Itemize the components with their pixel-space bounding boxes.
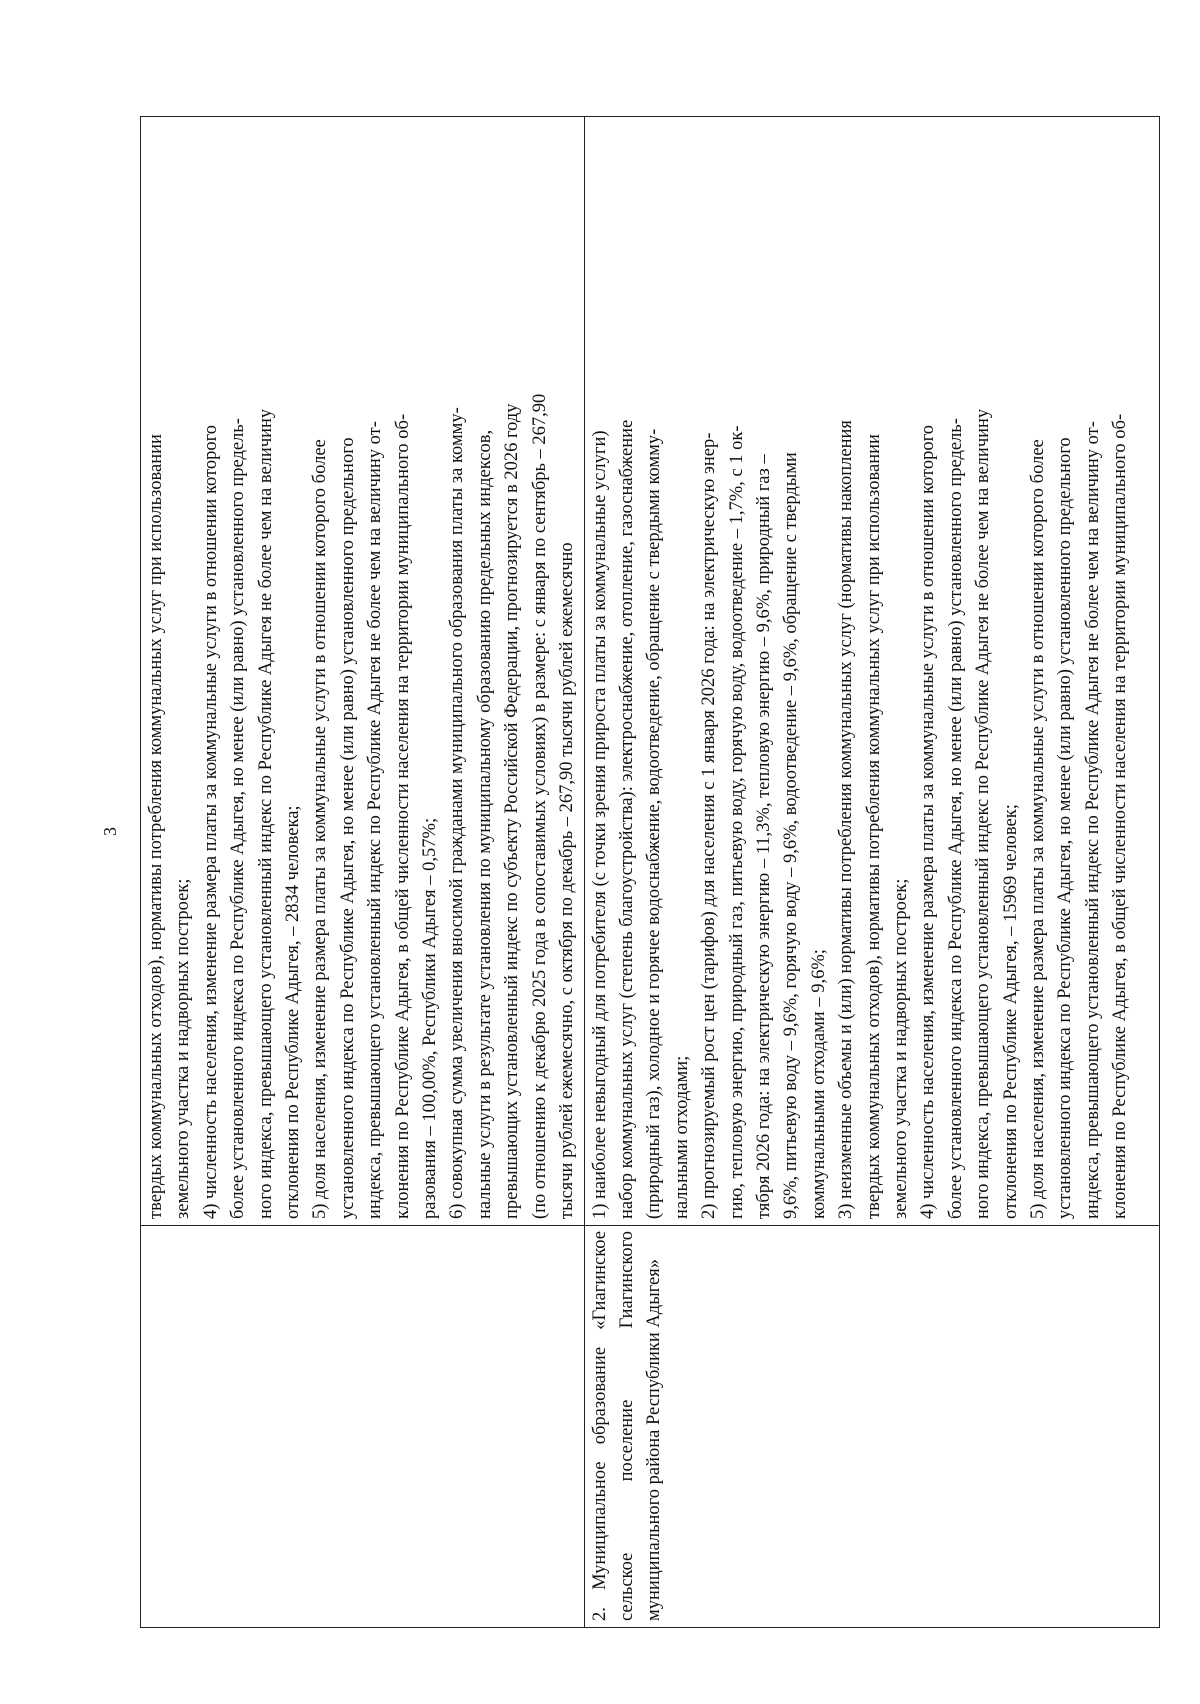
text-line: 4) численность населения, изменение размера платы за коммунальные услуги в отношении которого — [200, 425, 221, 1219]
text-line: клонения по Республике Адыгея, в общей численности населения на территории муниципального об- — [392, 413, 413, 1219]
municipality-cell: 2. Муниципальное образование «Гиагинское сельское поселение Гиагинского муниципального района Республики Адыгея» — [584, 1226, 1159, 1628]
text-line: набор коммунальных услуг (степень благоустройства): электроснабжение, отопление, газоснабжение — [616, 419, 637, 1219]
rotated-document — [140, 116, 1150, 1628]
text-line: коммунальными отходами – 9,6%; — [808, 949, 829, 1219]
text-line: 5) доля населения, изменение размера платы за коммунальные услуги в отношении которого более — [1028, 439, 1048, 1219]
text-line: разования – 100,00%, Республики Адыгея – 0,57%; — [420, 817, 441, 1219]
text-line: установленного индекса по Республике Адыгея, но менее (или равно) установленного предельного — [1055, 437, 1076, 1219]
text-line: индекса, превышающего установленный индекс по Республике Адыгея не более чем на величину от- — [365, 421, 386, 1219]
page-number: 3 — [100, 827, 120, 836]
text-line: 6) совокупная сумма увеличения вносимой гражданами муниципального образования платы за комму- — [447, 407, 468, 1219]
text-line: 4) численность населения, изменение размера платы за коммунальные услуги в отношении которого — [918, 425, 939, 1219]
text-line: более установленного индекса по Республике Адыгея, но менее (или равно) установленного предель- — [945, 418, 966, 1219]
municipality-table — [140, 116, 1160, 1628]
municipality-cell — [141, 1226, 585, 1628]
text-line: земельного участка и надворных построек; — [890, 878, 911, 1219]
text-line: (по отношению к декабрю 2025 года в сопоставимых условиях) в размере: с января по сентябрь – 267,90 — [529, 393, 550, 1219]
text-line: тысячи рублей ежемесячно, с октября по декабрь – 267,90 тысячи рублей ежемесячно — [557, 542, 578, 1219]
text-line: нальные услуги в результате установления по муниципальному образованию предельных индексов, — [474, 429, 495, 1219]
text-line: отклонения по Республике Адыгея, – 15969 человек; — [1000, 804, 1021, 1219]
text-line: индекса, превышающего установленный индекс по Республике Адыгея не более чем на величину от- — [1082, 421, 1103, 1219]
text-line: 9,6%, питьевую воду – 9,6%, горячую воду – 9,6%, водоотведение – 9,6%, обращение с твердыми — [781, 452, 802, 1219]
text-line: отклонения по Республике Адыгея, – 2834 человека; — [283, 805, 304, 1219]
text-line: 1) наиболее невыгодный для потребителя (с точки зрения прироста платы за коммунальные услуги) — [589, 430, 610, 1219]
text-line: 3) неизменные объемы и (или) нормативы потребления коммунальных услуг (нормативы накопления — [836, 420, 857, 1219]
text-line: 2) прогнозируемый рост цен (тарифов) для населения с 1 января 2026 года: на электрическую энер- — [699, 432, 720, 1219]
text-line: установленного индекса по Республике Адыгея, но менее (или равно) установленного предельного — [337, 437, 358, 1219]
text-line: превышающих установленный индекс по субъекту Российской Федерации, прогнозируется в 2026 году — [502, 403, 523, 1219]
details-cell — [141, 117, 585, 1226]
details-cell — [584, 117, 1159, 1226]
text-line: тября 2026 года: на электрическую энергию – 11,3%, тепловую энергию – 9,6%, природный газ – — [753, 454, 774, 1219]
text-line: ного индекса, превышающего установленный индекс по Республике Адыгея не более чем на величину — [973, 408, 994, 1219]
text-line: твердых коммунальных отходов), нормативы потребления коммунальных услуг при использовании — [863, 434, 884, 1219]
text-line: твердых коммунальных отходов), нормативы потребления коммунальных услуг при использовании — [146, 434, 166, 1219]
text-line: земельного участка и надворных построек; — [173, 878, 194, 1219]
text-line: клонения по Республике Адыгея, в общей численности населения на территории муниципального об- — [1110, 413, 1131, 1219]
text-line: нальными отходами; — [671, 1055, 692, 1219]
text-line: ного индекса, превышающего установленный индекс по Республике Адыгея не более чем на величину — [255, 408, 276, 1219]
table-row — [141, 117, 585, 1628]
text-line: 5) доля населения, изменение размера платы за коммунальные услуги в отношении которого более — [310, 439, 331, 1219]
table-row — [584, 117, 1159, 1628]
text-line: гию, тепловую энергию, природный газ, питьевую воду, горячую воду, водоотведение – 1,7%, с 1 ок- — [726, 425, 747, 1219]
text-line: более установленного индекса по Республике Адыгея, но менее (или равно) установленного предель- — [228, 418, 249, 1219]
text-line: (природный газ), холодное и горячее водоснабжение, водоотведение, обращение с твердыми комму- — [644, 428, 665, 1219]
